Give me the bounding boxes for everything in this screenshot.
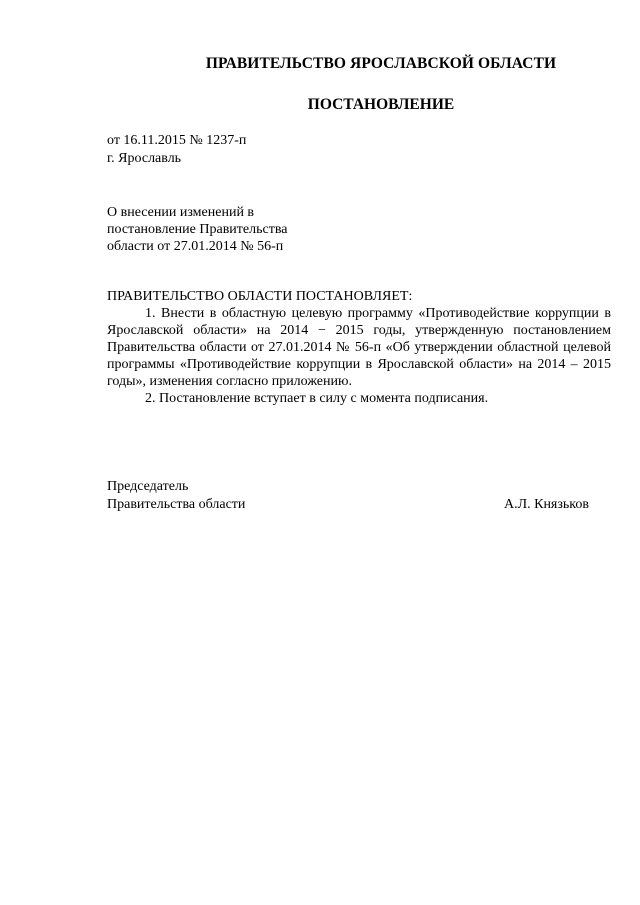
preamble: ПРАВИТЕЛЬСТВО ОБЛАСТИ ПОСТАНОВЛЯЕТ: (107, 289, 413, 304)
government-title: ПРАВИТЕЛЬСТВО ЯРОСЛАВСКОЙ ОБЛАСТИ (205, 55, 557, 72)
document-type-title: ПОСТАНОВЛЕНИЕ (307, 96, 455, 113)
signer-position-line-2: Правительства области (107, 497, 246, 512)
subject-line-1: О внесении изменений в (107, 205, 255, 220)
city: г. Ярославль (107, 151, 182, 166)
body-item-2: 2. Постановление вступает в силу с момента подписания. (145, 391, 489, 406)
subject-line-2: постановление Правительства (107, 222, 288, 237)
subject-line-3: области от 27.01.2014 № 56-п (107, 239, 284, 254)
document-subject (107, 204, 337, 255)
date-number: от 16.11.2015 № 1237-п (107, 133, 247, 148)
signer-name: А.Л. Князьков (504, 497, 589, 512)
signer-position-line-1: Председатель (107, 479, 189, 494)
document-meta (107, 132, 246, 168)
signature-row (107, 496, 589, 514)
document-body (107, 288, 611, 407)
body-item-1: 1. Внести в областную целевую программу «Противодействие коррупции в Ярославской области» на 2014 − 2015 годы, утвержденную постановлением Правительства области от 27.01.2014 № 56-п «Об утверждении областной целевой программы «Противодействие коррупции в Ярославской области» на 2014 – 2015 годы», изменения согласно приложению. (107, 306, 611, 389)
signature-block (107, 478, 589, 514)
